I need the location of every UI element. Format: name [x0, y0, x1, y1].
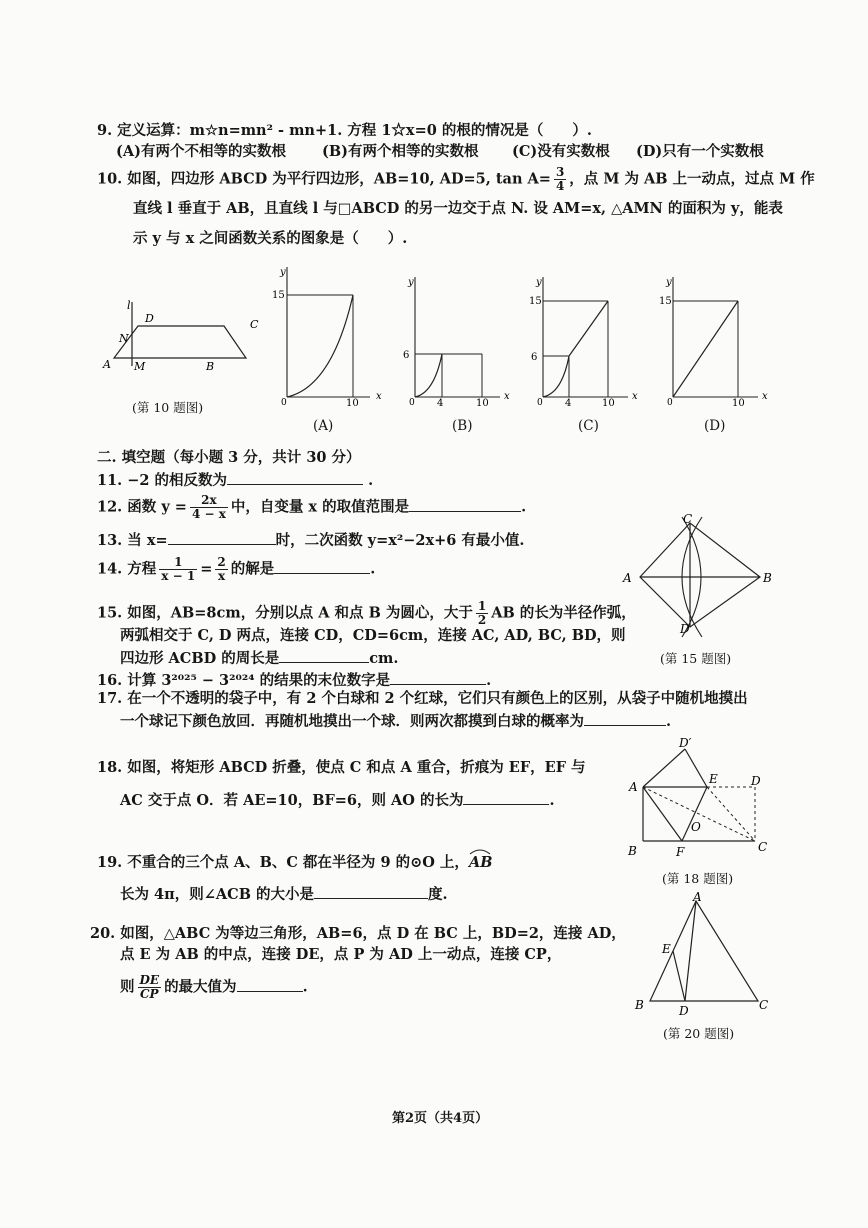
q15-stem-b: AB 的长为半径作弧， — [491, 604, 636, 622]
label-o: O — [691, 820, 701, 834]
segment-d-prime-e — [685, 749, 707, 787]
question-11 — [97, 470, 373, 490]
q20-answer-blank[interactable] — [237, 977, 303, 992]
q18-figure-caption: (第 18 题图) — [662, 871, 734, 886]
q9-option-d: (D)只有一个实数根 — [636, 143, 764, 160]
question-15 — [97, 600, 636, 627]
parallelogram-abcd — [114, 326, 246, 358]
label-d: D — [751, 774, 761, 788]
q15-figure-caption: (第 15 题图) — [660, 651, 732, 666]
q16-stem: 16. 计算 3²⁰²⁵ − 3²⁰²⁴ 的结果的末位数字是 — [97, 672, 391, 689]
q18-answer-blank[interactable] — [463, 790, 549, 805]
label-c: C — [683, 512, 693, 526]
graph-b-label: (B) — [452, 418, 473, 434]
question-16 — [97, 670, 491, 690]
origin-label: 0 — [667, 398, 673, 408]
q14-suffix: 的解是 — [230, 560, 275, 578]
tick-10: 10 — [602, 398, 615, 409]
q10-stem-a: 10. 如图，四边形 ABCD 为平行四边形，AB=10, AD=5, tan A= — [97, 170, 551, 188]
q20-stem-line3 — [120, 974, 308, 1001]
question-13 — [97, 530, 524, 550]
q15-line3-b: cm. — [369, 650, 399, 667]
q19-line2-b: 度. — [428, 886, 448, 903]
q14-num2: 2 — [217, 555, 226, 569]
q19-stem-a: 19. 不重合的三个点 A、B、C 都在半径为 9 的⊙O 上， — [97, 854, 469, 871]
arc-mark — [469, 849, 491, 855]
q14-den1: x − 1 — [161, 569, 196, 583]
y-label: y — [666, 277, 672, 288]
graph-a — [272, 265, 382, 409]
q12-fraction — [190, 494, 228, 521]
q10-figure-caption: (第 10 题图) — [132, 400, 204, 415]
q18-line2: AC 交于点 O．若 AE=10，BF=6，则 AO 的长为 — [120, 792, 464, 809]
question-20: 20. 如图，△ABC 为等边三角形，AB=6，点 D 在 BC 上，BD=2，连接 AD， — [90, 925, 626, 942]
q17-answer-blank[interactable] — [584, 711, 666, 726]
q13-prefix: 13. 当 x= — [97, 532, 168, 549]
q17-stem-line2 — [120, 711, 671, 731]
label-c: C — [758, 840, 768, 854]
q15-answer-blank[interactable] — [279, 648, 369, 663]
question-14 — [97, 556, 375, 583]
q10-tan-den: 4 — [555, 179, 565, 193]
q12-num: 2x — [190, 494, 228, 508]
q11-answer-blank[interactable] — [227, 470, 363, 485]
graph-b — [400, 265, 510, 409]
label-a: A — [103, 358, 111, 371]
question-10 — [97, 166, 815, 193]
q14-fraction-left — [159, 556, 197, 583]
q9-stem: 9. 定义运算：m☆n=mn² - mn+1. 方程 1☆x=0 的根的情况是（ ）. — [97, 122, 592, 139]
q9-option-b: (B)有两个相等的实数根 — [322, 143, 479, 160]
q19-arc-label: AB — [468, 854, 493, 871]
q20-figure-caption: (第 20 题图) — [663, 1026, 735, 1041]
label-b: B — [763, 571, 772, 585]
label-d: D — [680, 622, 690, 636]
q15-half-fraction — [476, 600, 488, 627]
y-label: y — [408, 277, 414, 288]
q18-stem-line2 — [120, 790, 555, 810]
label-m: M — [134, 360, 146, 373]
label-b: B — [635, 998, 644, 1012]
q14-eq: = — [200, 560, 213, 578]
page-footer: 第2页（共4页） — [392, 1111, 489, 1126]
q20-frac-den: CP — [139, 987, 159, 1001]
x-label: x — [762, 391, 768, 402]
q14-answer-blank[interactable] — [274, 559, 370, 574]
q14-num1: 1 — [159, 556, 197, 570]
label-e: E — [709, 772, 718, 786]
segment-ec — [707, 787, 755, 841]
q16-end: . — [486, 672, 492, 689]
q20-stem-line2: 点 E 为 AB 的中点，连接 DE，点 P 为 AD 上一动点，连接 CP， — [120, 946, 562, 963]
label-a: A — [693, 890, 702, 904]
q17-line2: 一个球记下颜色放回．再随机地摸出一个球．则两次都摸到白球的概率为 — [120, 713, 584, 730]
segment-af — [643, 787, 682, 841]
q12-suffix: 中，自变量 x 的取值范围是 — [230, 498, 410, 516]
tick-6: 6 — [531, 352, 538, 363]
line-d — [673, 301, 738, 397]
origin-label: 0 — [537, 398, 543, 408]
tick-15: 15 — [272, 290, 285, 301]
q14-end: . — [370, 560, 376, 578]
graph-d-label: (D) — [704, 418, 726, 434]
label-e: E — [662, 942, 671, 956]
q13-suffix: 时，二次函数 y=x²−2x+6 有最小值. — [275, 532, 525, 549]
q13-answer-blank[interactable] — [168, 530, 276, 545]
q10-stem-line3: 示 y 与 x 之间函数关系的图象是（ ）. — [133, 230, 408, 247]
section-2-title: 二. 填空题（每小题 3 分，共计 30 分） — [97, 449, 361, 466]
q19-answer-blank[interactable] — [314, 884, 428, 899]
origin-label: 0 — [409, 398, 415, 408]
q20-line3-a: 则 — [120, 978, 135, 996]
label-n: N — [119, 332, 129, 345]
tick-10: 10 — [346, 398, 359, 409]
origin-label: 0 — [281, 398, 287, 408]
label-c: C — [250, 318, 259, 331]
q11-end: . — [368, 472, 374, 489]
label-a: A — [623, 571, 632, 585]
q15-line3-a: 四边形 ACBD 的周长是 — [120, 650, 280, 667]
label-d-prime: D′ — [679, 736, 692, 750]
q15-stem-a: 15. 如图，AB=8cm，分别以点 A 和点 B 为圆心，大于 — [97, 604, 473, 622]
x-label: x — [376, 391, 382, 402]
q20-fraction — [138, 974, 162, 1001]
q15-half-den: 2 — [477, 613, 487, 627]
graph-a-label: (A) — [313, 418, 334, 434]
q20-figure — [630, 890, 780, 1023]
q15-figure — [620, 512, 780, 636]
label-b: B — [206, 360, 215, 373]
q15-stem-line3 — [120, 648, 398, 668]
graph-d — [658, 265, 768, 409]
q12-den: 4 − x — [191, 507, 226, 521]
curve-c — [543, 301, 608, 397]
x-label: x — [632, 391, 638, 402]
segment-ad-prime — [643, 749, 685, 787]
q15-half-num: 1 — [477, 599, 487, 613]
segment-de — [673, 951, 685, 1001]
q12-answer-blank[interactable] — [409, 497, 521, 512]
q10-parallelogram-figure — [100, 300, 260, 380]
segment-ad — [685, 901, 696, 1001]
q18-figure — [625, 735, 785, 865]
label-d: D — [679, 1004, 689, 1018]
graph-c — [528, 265, 638, 409]
question-9 — [97, 122, 592, 140]
label-f: F — [676, 845, 685, 859]
q19-arc-ab — [469, 854, 493, 872]
quadrilateral-acbd — [640, 523, 760, 627]
tick-15: 15 — [659, 296, 672, 307]
curve-a — [287, 295, 353, 397]
q19-stem-line2 — [120, 884, 448, 904]
y-label: y — [536, 277, 542, 288]
question-18: 18. 如图，将矩形 ABCD 折叠，使点 C 和点 A 重合，折痕为 EF，EF 与 — [97, 759, 586, 776]
question-17: 17. 在一个不透明的袋子中，有 2 个白球和 2 个红球，它们只有颜色上的区别，从袋子中随机地摸出 — [97, 690, 748, 707]
tick-10: 10 — [476, 398, 489, 409]
label-d: D — [145, 312, 154, 325]
question-12 — [97, 494, 526, 521]
graph-c-label: (C) — [578, 418, 599, 434]
label-a: A — [629, 780, 638, 794]
tick-4: 4 — [565, 398, 572, 409]
q12-end: . — [521, 498, 527, 516]
label-l: l — [127, 299, 131, 312]
y-label: y — [280, 267, 286, 278]
tick-4: 4 — [437, 398, 444, 409]
label-b: B — [628, 844, 637, 858]
curve-b — [415, 354, 442, 397]
q14-fraction-right — [215, 556, 227, 583]
q10-stem-b: ，点 M 为 AB 上一动点，过点 M 作 — [569, 170, 815, 188]
q10-tan-num: 3 — [555, 165, 565, 179]
q17-end: . — [666, 713, 672, 730]
question-19 — [97, 854, 492, 872]
tick-6: 6 — [403, 350, 410, 361]
q12-prefix: 12. 函数 y = — [97, 498, 187, 516]
q16-answer-blank[interactable] — [390, 670, 486, 685]
q18-end: . — [549, 792, 555, 809]
q9-option-c: (C)没有实数根 — [512, 143, 610, 160]
q20-end: . — [302, 978, 308, 996]
q20-line3-b: 的最大值为 — [164, 978, 237, 996]
q9-option-a: (A)有两个不相等的实数根 — [116, 143, 286, 160]
q14-prefix: 14. 方程 — [97, 560, 157, 578]
tick-15: 15 — [529, 296, 542, 307]
q10-stem-line2: 直线 l 垂直于 AB，且直线 l 与□ABCD 的另一边交于点 N. 设 AM=x, △AMN 的面积为 y，能表 — [133, 200, 783, 217]
q10-tan-fraction — [554, 166, 566, 193]
label-c: C — [759, 998, 769, 1012]
tick-10: 10 — [732, 398, 745, 409]
q14-den2: x — [217, 569, 226, 583]
q15-stem-line2: 两弧相交于 C, D 两点，连接 CD，CD=6cm，连接 AC, AD, BC, BD，则 — [120, 627, 626, 644]
q20-frac-num: DE — [139, 973, 160, 987]
q11-stem: 11. −2 的相反数为 — [97, 472, 228, 489]
q19-line2-a: 长为 4π，则∠ACB 的大小是 — [120, 886, 314, 903]
x-label: x — [504, 391, 510, 402]
